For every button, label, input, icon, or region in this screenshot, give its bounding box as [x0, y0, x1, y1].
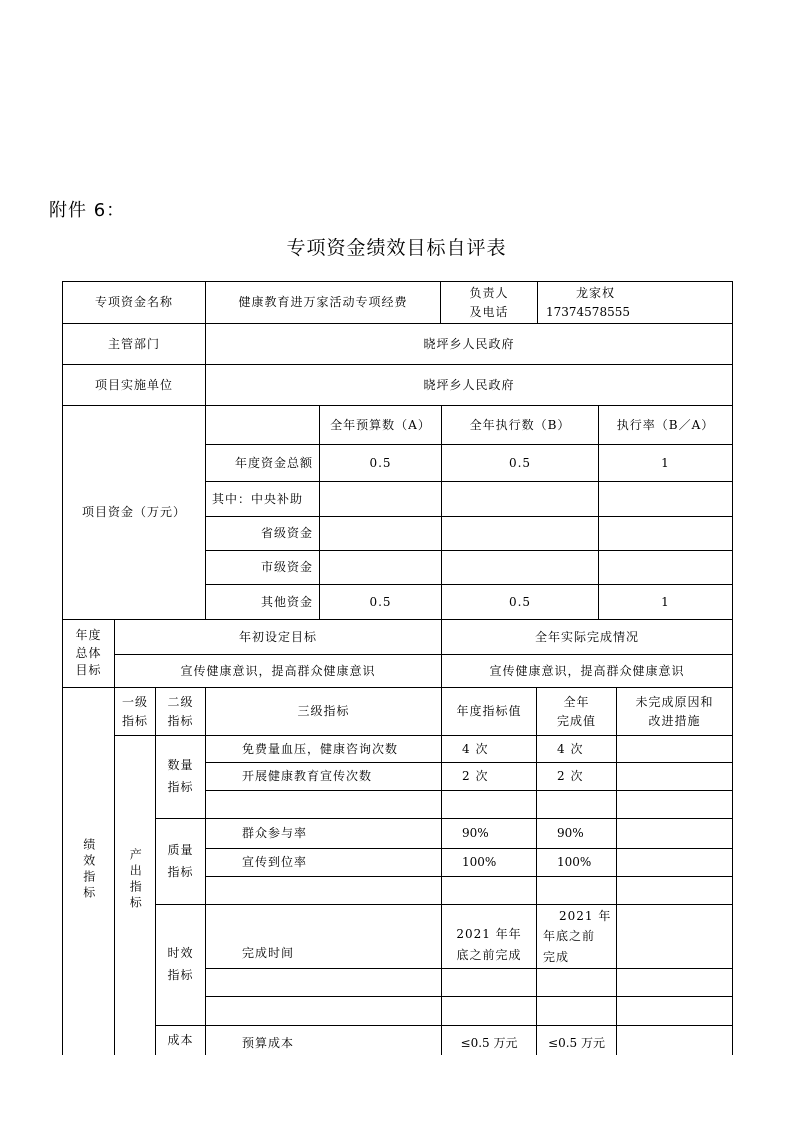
indicator-name: 开展健康教育宣传次数 [242, 769, 373, 784]
indicator-header-done: 全年 完成值 [556, 694, 596, 728]
level1-output-label: 产出指标 [128, 848, 143, 912]
indicator-header-level1: 一级 指标 [121, 694, 148, 728]
funds-row-executed [442, 517, 598, 550]
indicator-header-level2: 二级 指标 [167, 694, 194, 728]
funds-row-executed [442, 482, 598, 516]
contact-label: 负责人 及电话 [469, 285, 509, 319]
indicator-name: 完成时间 [242, 946, 295, 961]
indicator-target: 2 次 [462, 769, 489, 784]
funds-header-budget: 全年预算数（A） [330, 417, 431, 432]
funds-row-label: 市级资金 [260, 560, 313, 575]
indicator-name: 群众参与率 [242, 826, 308, 841]
funds-row-budget: 0.5 [369, 455, 392, 470]
funds-row-executed: 0.5 [508, 594, 532, 609]
funds-row-executed [442, 551, 598, 584]
indicator-done: 2 次 [557, 769, 584, 784]
indicator-done: 2021 年 年底之前 完成 [543, 908, 612, 964]
funds-row-label: 其中：中央补助 [212, 491, 304, 506]
indicator-target: 90% [462, 826, 489, 841]
funds-row-rate [599, 482, 732, 516]
funds-row-budget [320, 482, 441, 516]
indicator-name: 预算成本 [242, 1036, 295, 1051]
indicator-target: 2021 年年 底之前完成 [456, 927, 522, 962]
indicator-name: 免费量血压，健康咨询次数 [242, 741, 399, 756]
indicator-header-reason: 未完成原因和 改进措施 [635, 694, 714, 728]
group-cost-label: 成本 [167, 1033, 194, 1048]
contact-phone: 17374578555 [546, 304, 630, 319]
funds-row-label: 年度资金总额 [234, 455, 313, 470]
indicator-name: 宣传到位率 [242, 855, 308, 870]
annual-goal-label: 年度 总体 目标 [75, 628, 102, 678]
fund-name-value: 健康教育进万家活动专项经费 [238, 295, 408, 310]
funds-row-budget: 0.5 [369, 594, 392, 609]
indicator-done: 100% [557, 855, 592, 870]
document-title: 专项资金绩效目标自评表 [286, 237, 507, 259]
contact-name: 龙家权 [576, 285, 616, 300]
indicator-done: ≤0.5 万元 [548, 1036, 605, 1051]
funds-header-rate: 执行率（B／A） [616, 417, 715, 432]
funds-row-rate: 1 [661, 594, 670, 609]
funds-row-label: 省级资金 [260, 526, 313, 541]
contact-value [538, 282, 732, 323]
dept-label: 主管部门 [107, 336, 160, 351]
group-timeliness-label: 时效 指标 [167, 946, 194, 982]
impl-value: 晓坪乡人民政府 [423, 377, 515, 392]
dept-value: 晓坪乡人民政府 [423, 336, 515, 351]
indicator-done: 4 次 [557, 741, 584, 756]
group-quantity-label: 数量 指标 [167, 758, 194, 794]
goal-set-header: 年初设定目标 [238, 629, 317, 644]
indicator-header-level3: 三级指标 [297, 704, 350, 719]
funds-row-rate: 1 [661, 455, 670, 470]
indicator-header-target: 年度指标值 [456, 704, 522, 719]
fund-name-label: 专项资金名称 [94, 295, 173, 310]
funds-row-label: 其他资金 [260, 594, 313, 609]
funds-row-budget [320, 551, 441, 584]
indicator-target: ≤0.5 万元 [460, 1036, 518, 1051]
goal-actual-header: 全年实际完成情况 [534, 629, 639, 644]
funds-row-executed: 0.5 [508, 455, 532, 470]
funds-row-budget [320, 517, 441, 550]
indicator-target: 100% [462, 855, 497, 870]
funds-row-rate [599, 517, 732, 550]
attachment-label: 附件 6： [49, 200, 126, 221]
funds-row-rate [599, 551, 732, 584]
impl-label: 项目实施单位 [94, 377, 173, 392]
goal-actual-value: 宣传健康意识，提高群众健康意识 [489, 663, 685, 678]
indicator-target: 4 次 [462, 741, 489, 756]
funds-header-executed: 全年执行数（B） [469, 417, 571, 432]
indicators-label: 绩效指标 [81, 838, 96, 902]
funds-label: 项目资金（万元） [81, 505, 186, 520]
goal-set-value: 宣传健康意识，提高群众健康意识 [180, 663, 376, 678]
indicator-done: 90% [557, 826, 584, 841]
group-quality-label: 质量 指标 [167, 842, 194, 879]
